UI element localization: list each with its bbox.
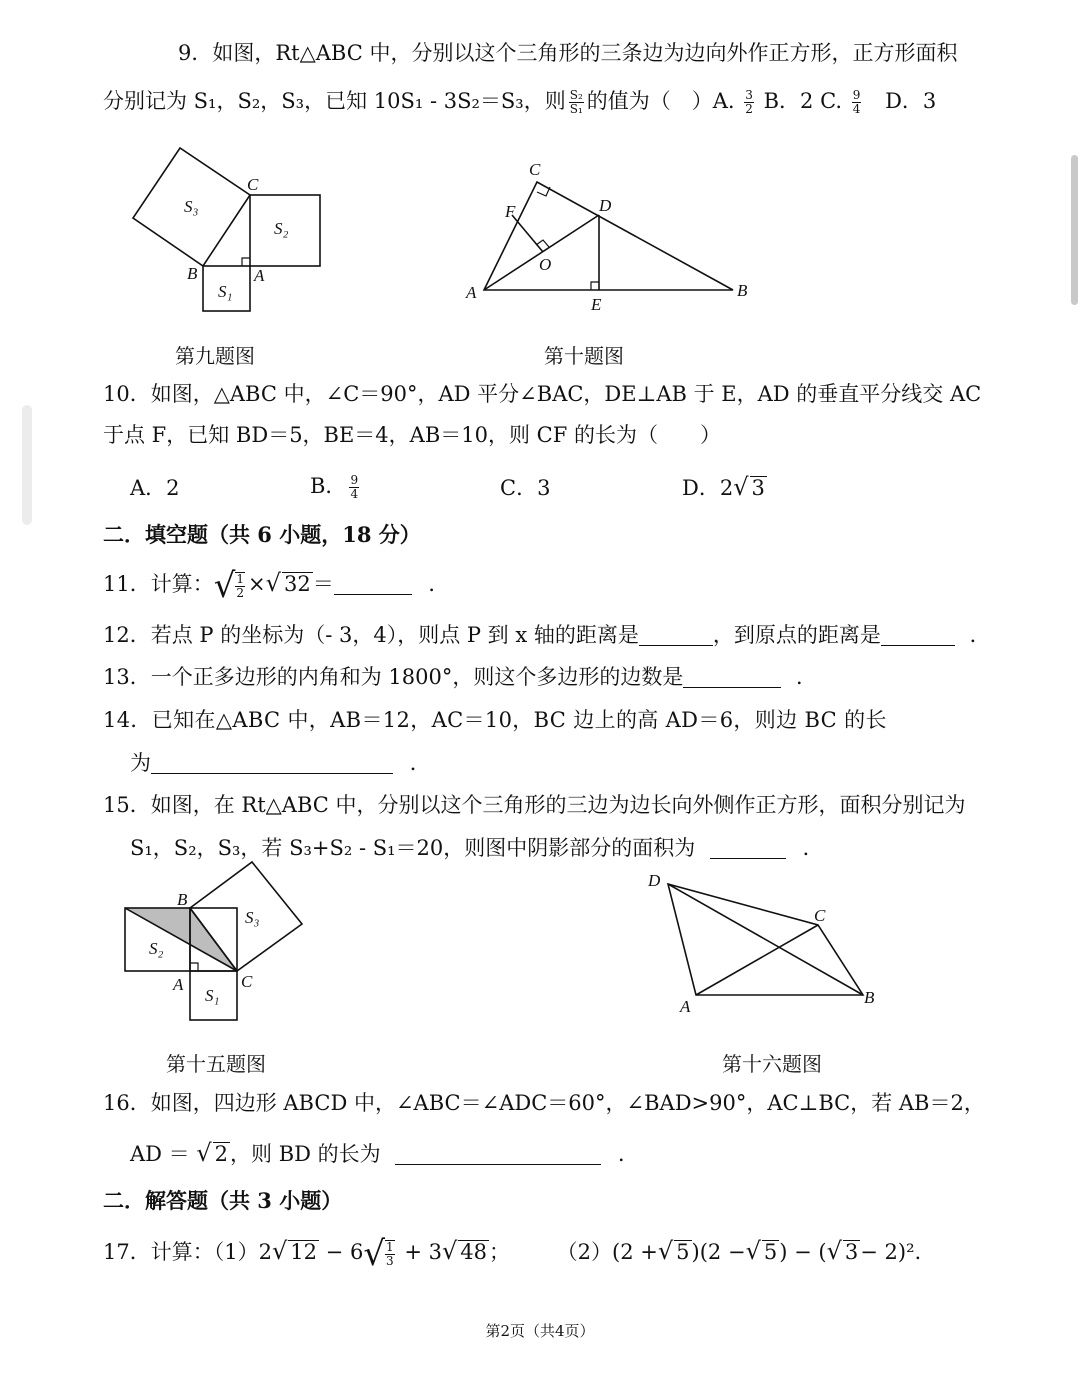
q13-answer-blank[interactable] bbox=[683, 665, 781, 688]
q11-line: 11．计算：√ $\frac{1}{2}$ ×√ 32＝ ． bbox=[103, 566, 450, 606]
q17-line: 17．计算：（1）2√ 12 − 6√ $\frac{1}{3}$ + 3√ 48； （2）(2 +√ 5)(2 −√ 5) − (√ 3− 2)². bbox=[103, 1234, 922, 1274]
q9-a-den: 2 bbox=[745, 102, 753, 116]
fig10-segment-fo bbox=[512, 215, 543, 252]
q15-line2 bbox=[130, 833, 824, 863]
fig15-label-s2: S₂ bbox=[149, 939, 164, 958]
q11-end: ． bbox=[428, 572, 450, 596]
q16-caption: 第十六题图 bbox=[722, 1052, 822, 1076]
fig10-label-d: D bbox=[599, 196, 612, 215]
q14-prefix: 为 bbox=[130, 751, 151, 775]
fig16-label-d: D bbox=[648, 871, 661, 890]
q17-f-num: 1 bbox=[385, 1239, 394, 1254]
fig10-right-angle-e bbox=[591, 282, 599, 290]
fig15-label-b: B bbox=[177, 890, 188, 909]
q13-line bbox=[103, 662, 817, 692]
fig15-label-a: A bbox=[173, 975, 184, 994]
q15-text: S₁，S₂，S₃，若 S₃+S₂ - S₁＝20，则图中阴影部分的面积为 bbox=[130, 836, 696, 860]
q16-radicand: 2 bbox=[214, 1142, 229, 1166]
fig10-label-b: B bbox=[737, 281, 748, 300]
fig16-label-c: C bbox=[814, 906, 826, 925]
fig9-label-c: C bbox=[247, 175, 259, 194]
q10-b-den: 4 bbox=[350, 487, 359, 501]
q10-line2: 于点 F，已知 BD＝5，BE＝4，AB＝10，则 CF 的长为（ ） bbox=[103, 423, 721, 447]
q11-prefix: 11．计算： bbox=[103, 572, 214, 596]
q10-option-b-fraction bbox=[349, 474, 359, 501]
fig16-label-a: A bbox=[680, 997, 691, 1016]
q11-times: × bbox=[248, 572, 266, 596]
q10-option-c: C．3 bbox=[500, 476, 551, 500]
q11-radicand: 32 bbox=[283, 572, 311, 596]
q17-part2-mid: )(2 − bbox=[691, 1240, 746, 1264]
fig9-label-s2: S₂ bbox=[274, 219, 289, 238]
scrollbar[interactable] bbox=[1071, 155, 1078, 305]
q17-part2-end: − 2)². bbox=[860, 1240, 922, 1264]
fig9-label-s1: S₁ bbox=[218, 282, 233, 301]
fig10-label-o: O bbox=[539, 255, 552, 274]
q11-den: 2 bbox=[236, 585, 245, 600]
q13-text: 13．一个正多边形的内角和为 1800°，则这个多边形的边数是 bbox=[103, 665, 684, 689]
q9-line2-a: 分别记为 S₁，S₂，S₃，已知 10S₁ - 3S₂＝S₃，则 bbox=[103, 89, 566, 113]
q9-ratio-num: S₂ bbox=[569, 88, 583, 102]
q9-caption: 第九题图 bbox=[175, 344, 255, 368]
q17-f-den: 3 bbox=[385, 1253, 394, 1268]
q11-fraction bbox=[235, 572, 245, 600]
fig15-label-s1: S₁ bbox=[205, 986, 220, 1005]
q9-option-d: D．3 bbox=[885, 89, 937, 113]
section-fill-in-title: 二．填空题（共 6 小题，18 分） bbox=[103, 522, 421, 547]
q10-option-a: A．2 bbox=[130, 476, 180, 500]
q12-mid: ，到原点的距离是 bbox=[712, 623, 881, 647]
q16-end: ． bbox=[618, 1142, 640, 1166]
q10-option-d-label: D．2 bbox=[682, 476, 734, 500]
q17-part2-prefix: （2）(2 + bbox=[556, 1240, 658, 1264]
q12-text: 12．若点 P 的坐标为（- 3，4），则点 P 到 x 轴的距离是 bbox=[103, 623, 639, 647]
q12-blank-distance-x[interactable] bbox=[639, 623, 713, 646]
fig10-label-a: A bbox=[466, 283, 477, 302]
q11-num: 1 bbox=[236, 571, 245, 586]
figure-q16 bbox=[640, 860, 890, 1020]
fig15-label-s3: S₃ bbox=[245, 908, 260, 927]
q10-option-d: D．2√ 3 bbox=[682, 473, 765, 501]
q15-caption: 第十五题图 bbox=[166, 1052, 266, 1076]
side-edge-shadow bbox=[22, 405, 32, 525]
q9-ratio-den: S₁ bbox=[569, 102, 583, 116]
q12-line bbox=[103, 620, 991, 650]
q16-prefix: AD ＝ bbox=[130, 1142, 190, 1166]
q16-line1: 16．如图，四边形 ABCD 中，∠ABC＝∠ADC＝60°，∠BAD>90°，AC⊥BC，若 AB＝2， bbox=[103, 1091, 985, 1115]
q16-text: ，则 BD 的长为 bbox=[230, 1142, 381, 1166]
fig9-label-a: A bbox=[254, 266, 265, 285]
q16-answer-blank[interactable] bbox=[395, 1142, 601, 1165]
q15-answer-blank[interactable] bbox=[710, 836, 786, 859]
q9-ratio-fraction bbox=[569, 89, 584, 116]
q17-radicand-3: 3 bbox=[844, 1240, 859, 1264]
fig9-right-angle-mark bbox=[242, 258, 250, 266]
q15-line1: 15．如图，在 Rt△ABC 中，分别以这个三角形的三边为边长向外侧作正方形，面积分别记为 bbox=[103, 793, 966, 817]
q11-answer-blank[interactable] bbox=[334, 572, 412, 595]
fig15-right-angle-a bbox=[190, 963, 198, 971]
q17-prefix: 17．计算：（1）2 bbox=[103, 1240, 272, 1264]
fig16-diagonal-bd bbox=[668, 884, 863, 995]
figure-q9 bbox=[120, 140, 340, 330]
q9-line2-b: 的值为（ ）A. bbox=[586, 89, 735, 113]
q14-answer-blank[interactable] bbox=[151, 751, 393, 774]
q17-fraction bbox=[385, 1240, 395, 1268]
q17-radicand-12: 12 bbox=[290, 1240, 317, 1264]
q9-option-c-fraction bbox=[852, 89, 862, 116]
fig9-label-b: B bbox=[187, 264, 198, 283]
fig10-label-e: E bbox=[591, 295, 602, 314]
q16-line2: AD ＝ √ 2，则 BD 的长为 ． bbox=[130, 1139, 640, 1167]
q9-c-den: 4 bbox=[852, 102, 861, 116]
q17-radicand-48: 48 bbox=[460, 1240, 487, 1264]
figure-q15 bbox=[115, 860, 315, 1030]
q15-end: ． bbox=[802, 836, 824, 860]
q17-radicand-5a: 5 bbox=[676, 1240, 690, 1264]
fig16-label-b: B bbox=[864, 988, 875, 1007]
q12-blank-distance-origin[interactable] bbox=[881, 623, 955, 646]
q14-end: ． bbox=[409, 751, 431, 775]
q14-line1: 14．已知在△ABC 中，AB＝12，AC＝10，BC 边上的高 AD＝6，则边 BC 的长 bbox=[103, 708, 887, 732]
q10-option-d-radicand: 3 bbox=[751, 476, 765, 500]
q9-line2 bbox=[103, 86, 936, 116]
fig15-label-c: C bbox=[241, 972, 253, 991]
figure-q10 bbox=[460, 155, 760, 320]
q17-semicolon: ； bbox=[488, 1240, 510, 1264]
q17-part2-mid2: ) − ( bbox=[779, 1240, 827, 1264]
fig9-label-s3: S₃ bbox=[184, 197, 199, 216]
q9-option-a-fraction bbox=[744, 89, 754, 116]
q9-c-num: 9 bbox=[852, 88, 861, 102]
q9-a-num: 3 bbox=[745, 88, 753, 102]
q10-caption: 第十题图 bbox=[544, 344, 624, 368]
section-solve-title: 二．解答题（共 3 小题） bbox=[103, 1188, 343, 1213]
q17-plus3: + 3 bbox=[404, 1240, 442, 1264]
q9-line1: 9．如图，Rt△ABC 中，分别以这个三角形的三条边为边向外作正方形，正方形面积 bbox=[178, 41, 958, 65]
fig10-segment-ad bbox=[484, 215, 599, 290]
page-footer: 第2页（共4页） bbox=[485, 1322, 595, 1340]
q14-line2 bbox=[130, 748, 431, 778]
q17-radicand-5b: 5 bbox=[763, 1240, 778, 1264]
q10-b-num: 9 bbox=[350, 473, 359, 487]
q11-equals: ＝ bbox=[312, 572, 334, 596]
q13-end: ． bbox=[796, 665, 818, 689]
q10-option-b-label: B． bbox=[310, 474, 347, 498]
fig10-label-f: F bbox=[505, 202, 516, 221]
q10-option-b bbox=[310, 470, 362, 501]
q10-line1: 10．如图，△ABC 中，∠C＝90°，AD 平分∠BAC，DE⊥AB 于 E，AD 的垂直平分线交 AC bbox=[103, 382, 982, 406]
q12-end: ． bbox=[969, 623, 991, 647]
fig10-label-c: C bbox=[529, 160, 541, 179]
q17-minus6: − 6 bbox=[325, 1240, 364, 1264]
q9-option-b: B．2 C. bbox=[763, 89, 843, 113]
